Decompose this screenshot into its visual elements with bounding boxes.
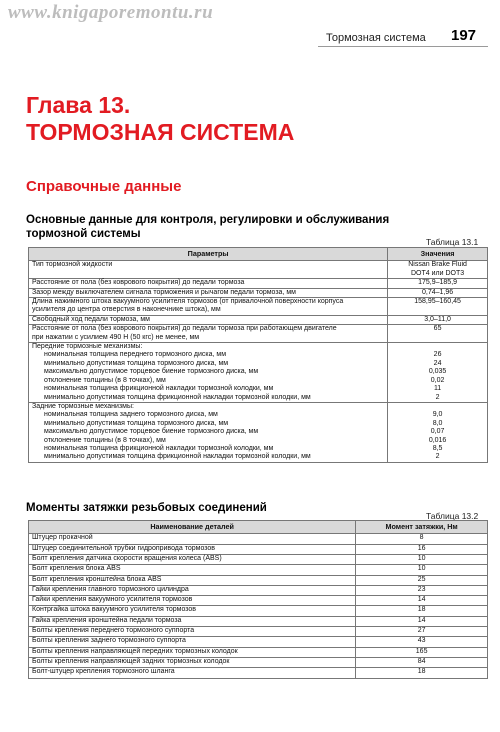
table-row [29, 606, 488, 616]
param-line: минимально допустимая толщина тормозного диска, мм [44, 359, 229, 367]
part-name-cell: Контргайка штока вакуумного усилителя тормозов [29, 606, 356, 616]
table1-title [26, 213, 446, 241]
part-name-cell: Штуцер прокачной [29, 534, 356, 544]
value-line: 0,07 [430, 428, 445, 436]
value-line: 24 [433, 359, 442, 367]
table-row [29, 325, 488, 343]
torque-cell: 16 [356, 544, 488, 554]
torque-cell: 25 [356, 575, 488, 585]
torque-table [28, 520, 488, 679]
param-cell: Свободный ход педали тормоза, мм [29, 315, 388, 324]
value-line: 8,0 [432, 419, 443, 427]
site-watermark: www.knigaporemontu.ru [8, 2, 214, 23]
value-cell: 175,9–185,9 [388, 279, 488, 288]
table-row [29, 555, 488, 565]
part-name-cell: Болты крепления направляющей передних тормозных колодок [29, 647, 356, 657]
part-name-cell: Болт крепления кронштейна блока ABS [29, 575, 356, 585]
table-row-group-rear [29, 402, 488, 462]
torque-cell: 43 [356, 637, 488, 647]
value-line: 0,035 [428, 368, 447, 376]
param-line: минимально допустимая толщина тормозного диска, мм [44, 419, 229, 427]
torque-cell: 10 [356, 555, 488, 565]
value-line: DOT4 или DOT3 [411, 269, 465, 277]
column-header-values: Значения [388, 248, 488, 261]
section-title: Справочные данные [26, 178, 182, 195]
table-header-row [29, 521, 488, 534]
table-row [29, 627, 488, 637]
torque-cell: 27 [356, 627, 488, 637]
table-row [29, 288, 488, 297]
group-heading: Передние тормозные механизмы: [32, 343, 143, 351]
param-line: Расстояние от пола (без коврового покрытия) до педали тормоза при работающем двигателе [32, 325, 337, 333]
param-cell [29, 402, 388, 462]
table-row [29, 315, 488, 324]
table-row [29, 565, 488, 575]
param-line: при нажатии с усилием 490 Н (50 кгс) не менее, мм [32, 333, 200, 341]
param-cell [29, 343, 388, 403]
table-row [29, 298, 488, 316]
part-name-cell: Болт крепления датчика скорости вращения колеса (ABS) [29, 555, 356, 565]
param-line: номинальная толщина заднего тормозного диска, мм [44, 411, 218, 419]
table2-caption: Таблица 13.2 [426, 511, 479, 521]
param-line: номинальная толщина фрикционной накладки тормозной колодки, мм [44, 444, 274, 452]
param-cell [29, 298, 388, 316]
table1-caption: Таблица 13.1 [426, 237, 479, 247]
value-line: 2 [435, 393, 440, 401]
table-header-row [29, 248, 488, 261]
column-header-torque: Момент затяжки, Нм [356, 521, 488, 534]
param-line: отклонение толщины (в 8 точках), мм [44, 376, 166, 384]
part-name-cell: Гайки крепления главного тормозного цилиндра [29, 585, 356, 595]
param-cell: Зазор между выключателем сигнала торможения и рычагом педали тормоза, мм [29, 288, 388, 297]
torque-cell: 84 [356, 657, 488, 667]
column-header-part-name: Наименование деталей [29, 521, 356, 534]
value-spacer [391, 403, 484, 411]
param-line: максимально допустимое торцевое биение тормозного диска, мм [44, 428, 259, 436]
torque-cell: 165 [356, 647, 488, 657]
table2-title: Моменты затяжки резьбовых соединений [26, 502, 267, 514]
value-cell: 0,74–1,96 [388, 288, 488, 297]
table1-title-line1: Основные данные для контроля, регулировки и обслуживания [26, 214, 390, 226]
param-line: максимально допустимое торцевое биение тормозного диска, мм [44, 368, 259, 376]
value-line: 11 [433, 385, 442, 393]
table-row [29, 596, 488, 606]
header-rule [318, 46, 488, 47]
torque-cell: 14 [356, 596, 488, 606]
param-cell: Тип тормозной жидкости [29, 261, 388, 279]
value-cell: 3,0–11,0 [388, 315, 488, 324]
table-row [29, 575, 488, 585]
torque-cell: 14 [356, 616, 488, 626]
torque-cell: 18 [356, 606, 488, 616]
table-row [29, 647, 488, 657]
param-cell: Расстояние от пола (без коврового покрытия) до педали тормоза [29, 279, 388, 288]
group-heading: Задние тормозные механизмы: [32, 402, 134, 410]
value-line: 9,0 [432, 411, 443, 419]
param-line: номинальная толщина переднего тормозного диска, мм [44, 351, 227, 359]
running-header-title: Тормозная система [326, 32, 426, 44]
param-line: Длина нажимного штока вакуумного усилителя тормозов (от привалочной поверхности корпуса [32, 298, 344, 306]
value-line: 26 [433, 351, 442, 359]
chapter-number: Глава 13. [26, 92, 131, 118]
table-row [29, 668, 488, 678]
part-name-cell: Гайка крепления кронштейна педали тормоза [29, 616, 356, 626]
value-cell: 65 [388, 325, 488, 343]
table-row [29, 534, 488, 544]
chapter-name: ТОРМОЗНАЯ СИСТЕМА [26, 119, 295, 145]
part-name-cell: Штуцер соединительной трубки гидропривода тормозов [29, 544, 356, 554]
part-name-cell: Гайки крепления вакуумного усилителя тормозов [29, 596, 356, 606]
table-row [29, 637, 488, 647]
table-row [29, 279, 488, 288]
torque-cell: 23 [356, 585, 488, 595]
table-row [29, 616, 488, 626]
param-line: минимально допустимая толщина фрикционной накладки тормозной колодки, мм [44, 393, 311, 401]
table-row-group-front [29, 343, 488, 403]
value-spacer [391, 343, 484, 351]
value-line: 8,5 [432, 444, 443, 452]
value-line: 2 [435, 453, 440, 461]
part-name-cell: Болт-штуцер крепления тормозного шланга [29, 668, 356, 678]
param-cell [29, 325, 388, 343]
param-line: номинальная толщина фрикционной накладки тормозной колодки, мм [44, 385, 274, 393]
table-row [29, 544, 488, 554]
value-cell [388, 261, 488, 279]
table-row [29, 657, 488, 667]
table-row [29, 585, 488, 595]
part-name-cell: Болты крепления направляющей задних тормозных колодок [29, 657, 356, 667]
torque-cell: 18 [356, 668, 488, 678]
param-line: отклонение толщины (в 8 точках), мм [44, 436, 166, 444]
brake-parameters-table [28, 247, 488, 463]
value-cell [388, 402, 488, 462]
value-cell: 158,95–160,45 [388, 298, 488, 316]
page-number: 197 [451, 27, 477, 44]
column-header-parameters: Параметры [29, 248, 388, 261]
param-line: усилителя до центра отверстия в наконечнике штока), мм [32, 306, 221, 314]
value-line: Nissan Brake Fluid [408, 261, 467, 269]
torque-cell: 10 [356, 565, 488, 575]
table-row [29, 261, 488, 279]
table1-title-line2: тормозной системы [26, 228, 141, 240]
value-line: 0,02 [430, 376, 445, 384]
part-name-cell: Болт крепления блока ABS [29, 565, 356, 575]
part-name-cell: Болты крепления переднего тормозного суппорта [29, 627, 356, 637]
param-line: минимально допустимая толщина фрикционной накладки тормозной колодки, мм [44, 453, 311, 461]
chapter-title [26, 92, 294, 146]
value-line: 0,016 [428, 436, 447, 444]
value-cell [388, 343, 488, 403]
torque-cell: 8 [356, 534, 488, 544]
part-name-cell: Болты крепления заднего тормозного суппорта [29, 637, 356, 647]
